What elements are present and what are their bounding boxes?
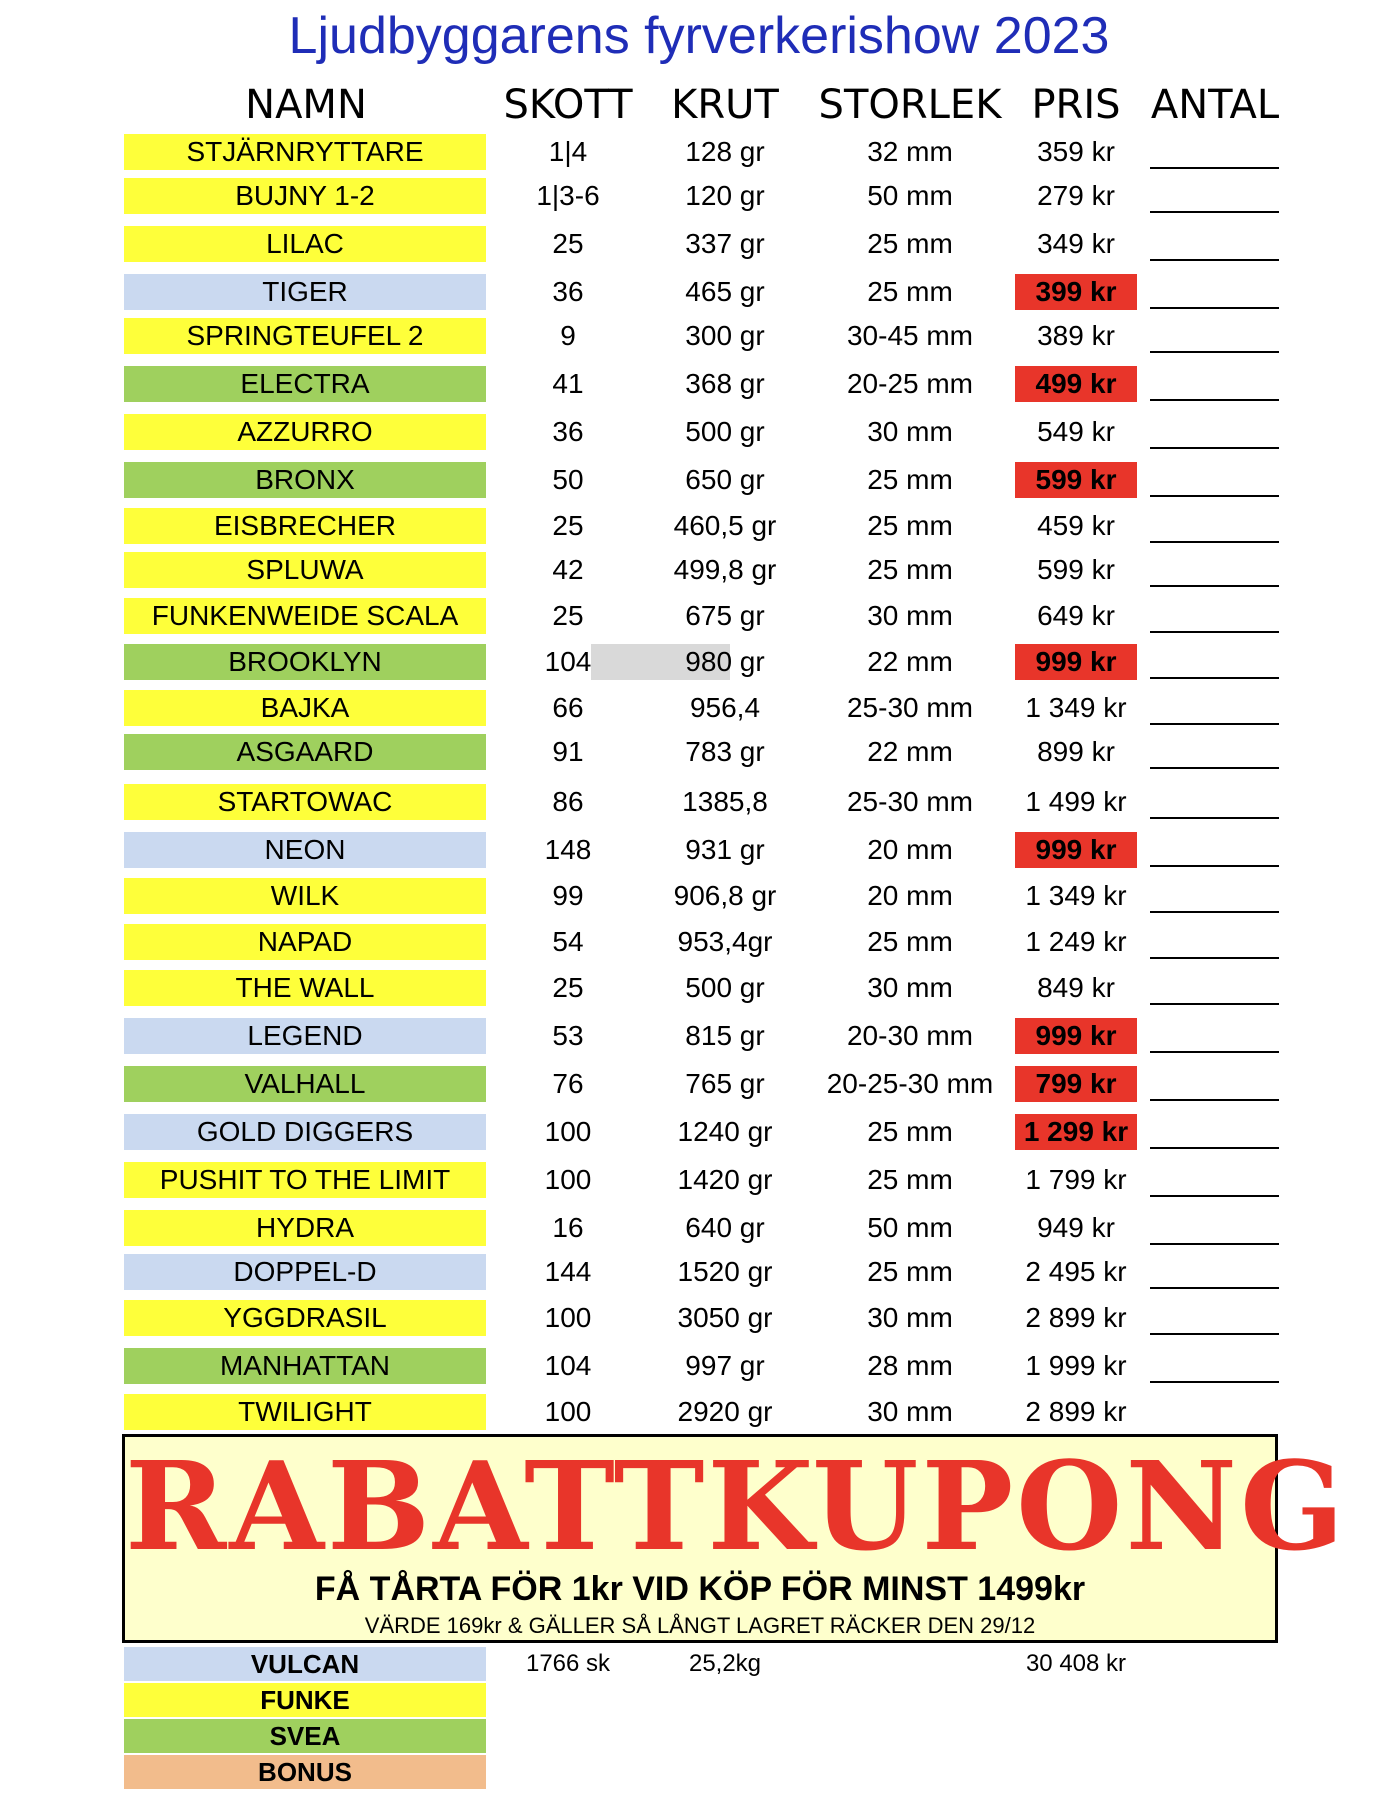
calibre-size: 30 mm <box>867 1302 953 1333</box>
shot-count: 1|3-6 <box>536 180 600 211</box>
table-row <box>0 784 1398 820</box>
table-row <box>0 832 1398 868</box>
powder-weight: 3050 gr <box>677 1302 773 1333</box>
table-row <box>0 970 1398 1006</box>
table-row <box>0 366 1398 402</box>
quantity-input-line[interactable] <box>1150 817 1279 819</box>
product-name: DOPPEL-D <box>124 1254 486 1290</box>
price: 999 kr <box>1015 832 1137 868</box>
calibre-size: 50 mm <box>867 180 953 211</box>
powder-weight: 1385,8 <box>682 786 768 817</box>
product-name: GOLD DIGGERS <box>124 1114 486 1150</box>
price: 849 kr <box>1037 972 1115 1003</box>
price: 349 kr <box>1037 228 1115 259</box>
price: 899 kr <box>1037 736 1115 767</box>
calibre-size: 20-25-30 mm <box>826 1068 994 1099</box>
powder-weight: 815 gr <box>685 1020 765 1051</box>
product-name: ELECTRA <box>124 366 486 402</box>
product-name: FUNKENWEIDE SCALA <box>124 598 486 634</box>
quantity-input-line[interactable] <box>1150 1287 1279 1289</box>
quantity-input-line[interactable] <box>1150 307 1279 309</box>
table-row <box>0 734 1398 770</box>
powder-weight: 300 gr <box>685 320 765 351</box>
table-row <box>0 924 1398 960</box>
price: 599 kr <box>1037 554 1115 585</box>
product-name: BUJNY 1-2 <box>124 178 486 214</box>
powder-weight: 500 gr <box>685 972 765 1003</box>
table-row <box>0 1300 1398 1336</box>
product-name: WILK <box>124 878 486 914</box>
powder-weight: 1420 gr <box>677 1164 773 1195</box>
powder-weight: 997 gr <box>685 1350 765 1381</box>
table-row <box>0 878 1398 914</box>
legend-vulcan: VULCAN <box>124 1647 486 1681</box>
product-name: THE WALL <box>124 970 486 1006</box>
product-name: MANHATTAN <box>124 1348 486 1384</box>
total-price: 30 408 kr <box>1025 1650 1127 1677</box>
price: 549 kr <box>1037 416 1115 447</box>
price: 499 kr <box>1015 366 1137 402</box>
quantity-input-line[interactable] <box>1150 167 1279 169</box>
table-row <box>0 1254 1398 1290</box>
table-row <box>0 462 1398 498</box>
shot-count: 16 <box>552 1212 584 1243</box>
powder-weight: 460,5 gr <box>673 510 777 541</box>
calibre-size: 25 mm <box>867 926 953 957</box>
powder-weight: 120 gr <box>685 180 765 211</box>
quantity-input-line[interactable] <box>1150 631 1279 633</box>
calibre-size: 30-45 mm <box>846 320 974 351</box>
price: 1 299 kr <box>1015 1114 1137 1150</box>
product-name: NEON <box>124 832 486 868</box>
powder-weight: 953,4gr <box>677 926 773 957</box>
price: 1 999 kr <box>1025 1350 1127 1381</box>
shot-count: 25 <box>552 510 584 541</box>
quantity-input-line[interactable] <box>1150 677 1279 679</box>
product-name: HYDRA <box>124 1210 486 1246</box>
powder-weight: 640 gr <box>685 1212 765 1243</box>
shot-count: 42 <box>552 554 584 585</box>
powder-weight: 956,4 <box>689 692 761 723</box>
table-row <box>0 644 1398 680</box>
powder-weight: 931 gr <box>685 834 765 865</box>
powder-weight: 500 gr <box>685 416 765 447</box>
table-row <box>0 598 1398 634</box>
shot-count: 104 <box>544 646 592 677</box>
calibre-size: 25 mm <box>867 228 953 259</box>
quantity-input-line[interactable] <box>1150 1147 1279 1149</box>
powder-weight: 2920 gr <box>677 1396 773 1427</box>
powder-weight: 650 gr <box>685 464 765 495</box>
price: 1 349 kr <box>1025 880 1127 911</box>
product-name: LILAC <box>124 226 486 262</box>
shot-count: 148 <box>544 834 592 865</box>
shot-count: 100 <box>544 1116 592 1147</box>
header-pris: PRIS <box>1031 82 1121 128</box>
coupon-title: RABATTKUPONG <box>125 1434 1348 1578</box>
table-row <box>0 226 1398 262</box>
header-namn: NAMN <box>245 82 367 128</box>
quantity-input-line[interactable] <box>1150 865 1279 867</box>
powder-weight: 128 gr <box>685 136 765 167</box>
quantity-input-line[interactable] <box>1150 767 1279 769</box>
calibre-size: 25 mm <box>867 510 953 541</box>
calibre-size: 32 mm <box>867 136 953 167</box>
calibre-size: 20-30 mm <box>846 1020 974 1051</box>
quantity-input-line[interactable] <box>1150 541 1279 543</box>
shot-count: 100 <box>544 1164 592 1195</box>
table-row <box>0 178 1398 214</box>
table-row <box>0 1394 1398 1430</box>
quantity-input-line[interactable] <box>1150 723 1279 725</box>
product-name: NAPAD <box>124 924 486 960</box>
product-name: VALHALL <box>124 1066 486 1102</box>
table-row <box>0 1018 1398 1054</box>
calibre-size: 25 mm <box>867 276 953 307</box>
calibre-size: 25-30 mm <box>846 692 974 723</box>
table-row <box>0 1210 1398 1246</box>
product-name: BRONX <box>124 462 486 498</box>
quantity-input-line[interactable] <box>1150 495 1279 497</box>
shot-count: 76 <box>552 1068 584 1099</box>
calibre-size: 25 mm <box>867 1116 953 1147</box>
quantity-input-line[interactable] <box>1150 259 1279 261</box>
shot-count: 100 <box>544 1302 592 1333</box>
price: 599 kr <box>1015 462 1137 498</box>
powder-weight: 675 gr <box>685 600 765 631</box>
product-name: STJÄRNRYTTARE <box>124 134 486 170</box>
header-storlek: STORLEK <box>818 82 1002 128</box>
shot-count: 99 <box>552 880 584 911</box>
coupon-note: VÄRDE 169kr & GÄLLER SÅ LÅNGT LAGRET RÄCKER DEN 29/12 <box>364 1613 1036 1638</box>
shot-count: 86 <box>552 786 584 817</box>
quantity-input-line[interactable] <box>1150 1099 1279 1101</box>
powder-weight: 765 gr <box>685 1068 765 1099</box>
calibre-size: 22 mm <box>867 736 953 767</box>
shot-count: 50 <box>552 464 584 495</box>
price: 279 kr <box>1037 180 1115 211</box>
table-row <box>0 1348 1398 1384</box>
powder-weight: 783 gr <box>685 736 765 767</box>
product-name: SPLUWA <box>124 552 486 588</box>
total-skott: 1766 sk <box>525 1650 611 1677</box>
powder-weight: 906,8 gr <box>673 880 777 911</box>
price: 1 799 kr <box>1025 1164 1127 1195</box>
table-row <box>0 690 1398 726</box>
shot-count: 53 <box>552 1020 584 1051</box>
quantity-input-line[interactable] <box>1150 1051 1279 1053</box>
table-row <box>0 414 1398 450</box>
calibre-size: 50 mm <box>867 1212 953 1243</box>
table-row <box>0 274 1398 310</box>
calibre-size: 28 mm <box>867 1350 953 1381</box>
price: 1 349 kr <box>1025 692 1127 723</box>
powder-weight: 980 gr <box>685 646 765 677</box>
powder-weight: 465 gr <box>685 276 765 307</box>
powder-weight: 499,8 gr <box>673 554 777 585</box>
table-row <box>0 552 1398 588</box>
quantity-input-line[interactable] <box>1150 1333 1279 1335</box>
shot-count: 144 <box>544 1256 592 1287</box>
powder-weight: 1520 gr <box>677 1256 773 1287</box>
calibre-size: 25 mm <box>867 1256 953 1287</box>
shot-count: 25 <box>552 972 584 1003</box>
table-row <box>0 1066 1398 1102</box>
quantity-input-line[interactable] <box>1150 1003 1279 1005</box>
table-row <box>0 134 1398 170</box>
price: 1 249 kr <box>1025 926 1127 957</box>
calibre-size: 25 mm <box>867 554 953 585</box>
quantity-input-line[interactable] <box>1150 1243 1279 1245</box>
table-row <box>0 318 1398 354</box>
header-krut: KRUT <box>671 82 779 128</box>
price: 649 kr <box>1037 600 1115 631</box>
powder-weight: 337 gr <box>685 228 765 259</box>
calibre-size: 20 mm <box>867 834 953 865</box>
price: 399 kr <box>1015 274 1137 310</box>
shot-count: 1|4 <box>548 136 588 167</box>
shot-count: 91 <box>552 736 584 767</box>
quantity-input-line[interactable] <box>1150 957 1279 959</box>
quantity-input-line[interactable] <box>1150 399 1279 401</box>
calibre-size: 25 mm <box>867 1164 953 1195</box>
calibre-size: 30 mm <box>867 416 953 447</box>
calibre-size: 30 mm <box>867 972 953 1003</box>
page-title: Ljudbyggarens fyrverkerishow 2023 <box>288 7 1110 65</box>
price: 1 499 kr <box>1025 786 1127 817</box>
product-name: AZZURRO <box>124 414 486 450</box>
table-row <box>0 508 1398 544</box>
price: 2 899 kr <box>1025 1396 1127 1427</box>
total-krut: 25,2kg <box>688 1650 762 1677</box>
product-name: BAJKA <box>124 690 486 726</box>
shot-count: 25 <box>552 600 584 631</box>
shot-count: 100 <box>544 1396 592 1427</box>
quantity-input-line[interactable] <box>1150 911 1279 913</box>
product-name: TWILIGHT <box>124 1394 486 1430</box>
shot-count: 36 <box>552 276 584 307</box>
quantity-input-line[interactable] <box>1150 447 1279 449</box>
product-name: BROOKLYN <box>124 644 486 680</box>
quantity-input-line[interactable] <box>1150 585 1279 587</box>
price: 999 kr <box>1015 644 1137 680</box>
calibre-size: 20 mm <box>867 880 953 911</box>
product-name: STARTOWAC <box>124 784 486 820</box>
legend-svea: SVEA <box>124 1719 486 1753</box>
powder-weight: 1240 gr <box>677 1116 773 1147</box>
calibre-size: 22 mm <box>867 646 953 677</box>
product-name: ASGAARD <box>124 734 486 770</box>
quantity-input-line[interactable] <box>1150 211 1279 213</box>
quantity-input-line[interactable] <box>1150 351 1279 353</box>
calibre-size: 20-25 mm <box>846 368 974 399</box>
product-name: PUSHIT TO THE LIMIT <box>124 1162 486 1198</box>
product-name: SPRINGTEUFEL 2 <box>124 318 486 354</box>
discount-coupon <box>122 1434 1348 1643</box>
table-row <box>0 1114 1398 1150</box>
table-row <box>0 1162 1398 1198</box>
product-name: TIGER <box>124 274 486 310</box>
calibre-size: 30 mm <box>867 600 953 631</box>
product-name: LEGEND <box>124 1018 486 1054</box>
shot-count: 9 <box>560 320 576 351</box>
legend-bonus: BONUS <box>124 1755 486 1789</box>
legend-funke: FUNKE <box>124 1683 486 1717</box>
calibre-size: 30 mm <box>867 1396 953 1427</box>
shot-count: 36 <box>552 416 584 447</box>
price: 799 kr <box>1015 1066 1137 1102</box>
header-skott: SKOTT <box>503 82 633 128</box>
coupon-subtitle: FÅ TÅRTA FÖR 1kr VID KÖP FÖR MINST 1499kr <box>314 1570 1086 1608</box>
product-name: YGGDRASIL <box>124 1300 486 1336</box>
shot-count: 25 <box>552 228 584 259</box>
powder-weight: 368 gr <box>685 368 765 399</box>
shot-count: 54 <box>552 926 584 957</box>
price: 999 kr <box>1015 1018 1137 1054</box>
price: 949 kr <box>1037 1212 1115 1243</box>
header-antal: ANTAL <box>1150 82 1280 128</box>
shot-count: 104 <box>544 1350 592 1381</box>
quantity-input-line[interactable] <box>1150 1381 1279 1383</box>
shot-count: 41 <box>552 368 584 399</box>
price: 359 kr <box>1037 136 1115 167</box>
calibre-size: 25-30 mm <box>846 786 974 817</box>
price: 389 kr <box>1037 320 1115 351</box>
quantity-input-line[interactable] <box>1150 1195 1279 1197</box>
price: 2 899 kr <box>1025 1302 1127 1333</box>
shot-count: 66 <box>552 692 584 723</box>
price: 459 kr <box>1037 510 1115 541</box>
calibre-size: 25 mm <box>867 464 953 495</box>
product-name: EISBRECHER <box>124 508 486 544</box>
price: 2 495 kr <box>1025 1256 1127 1287</box>
